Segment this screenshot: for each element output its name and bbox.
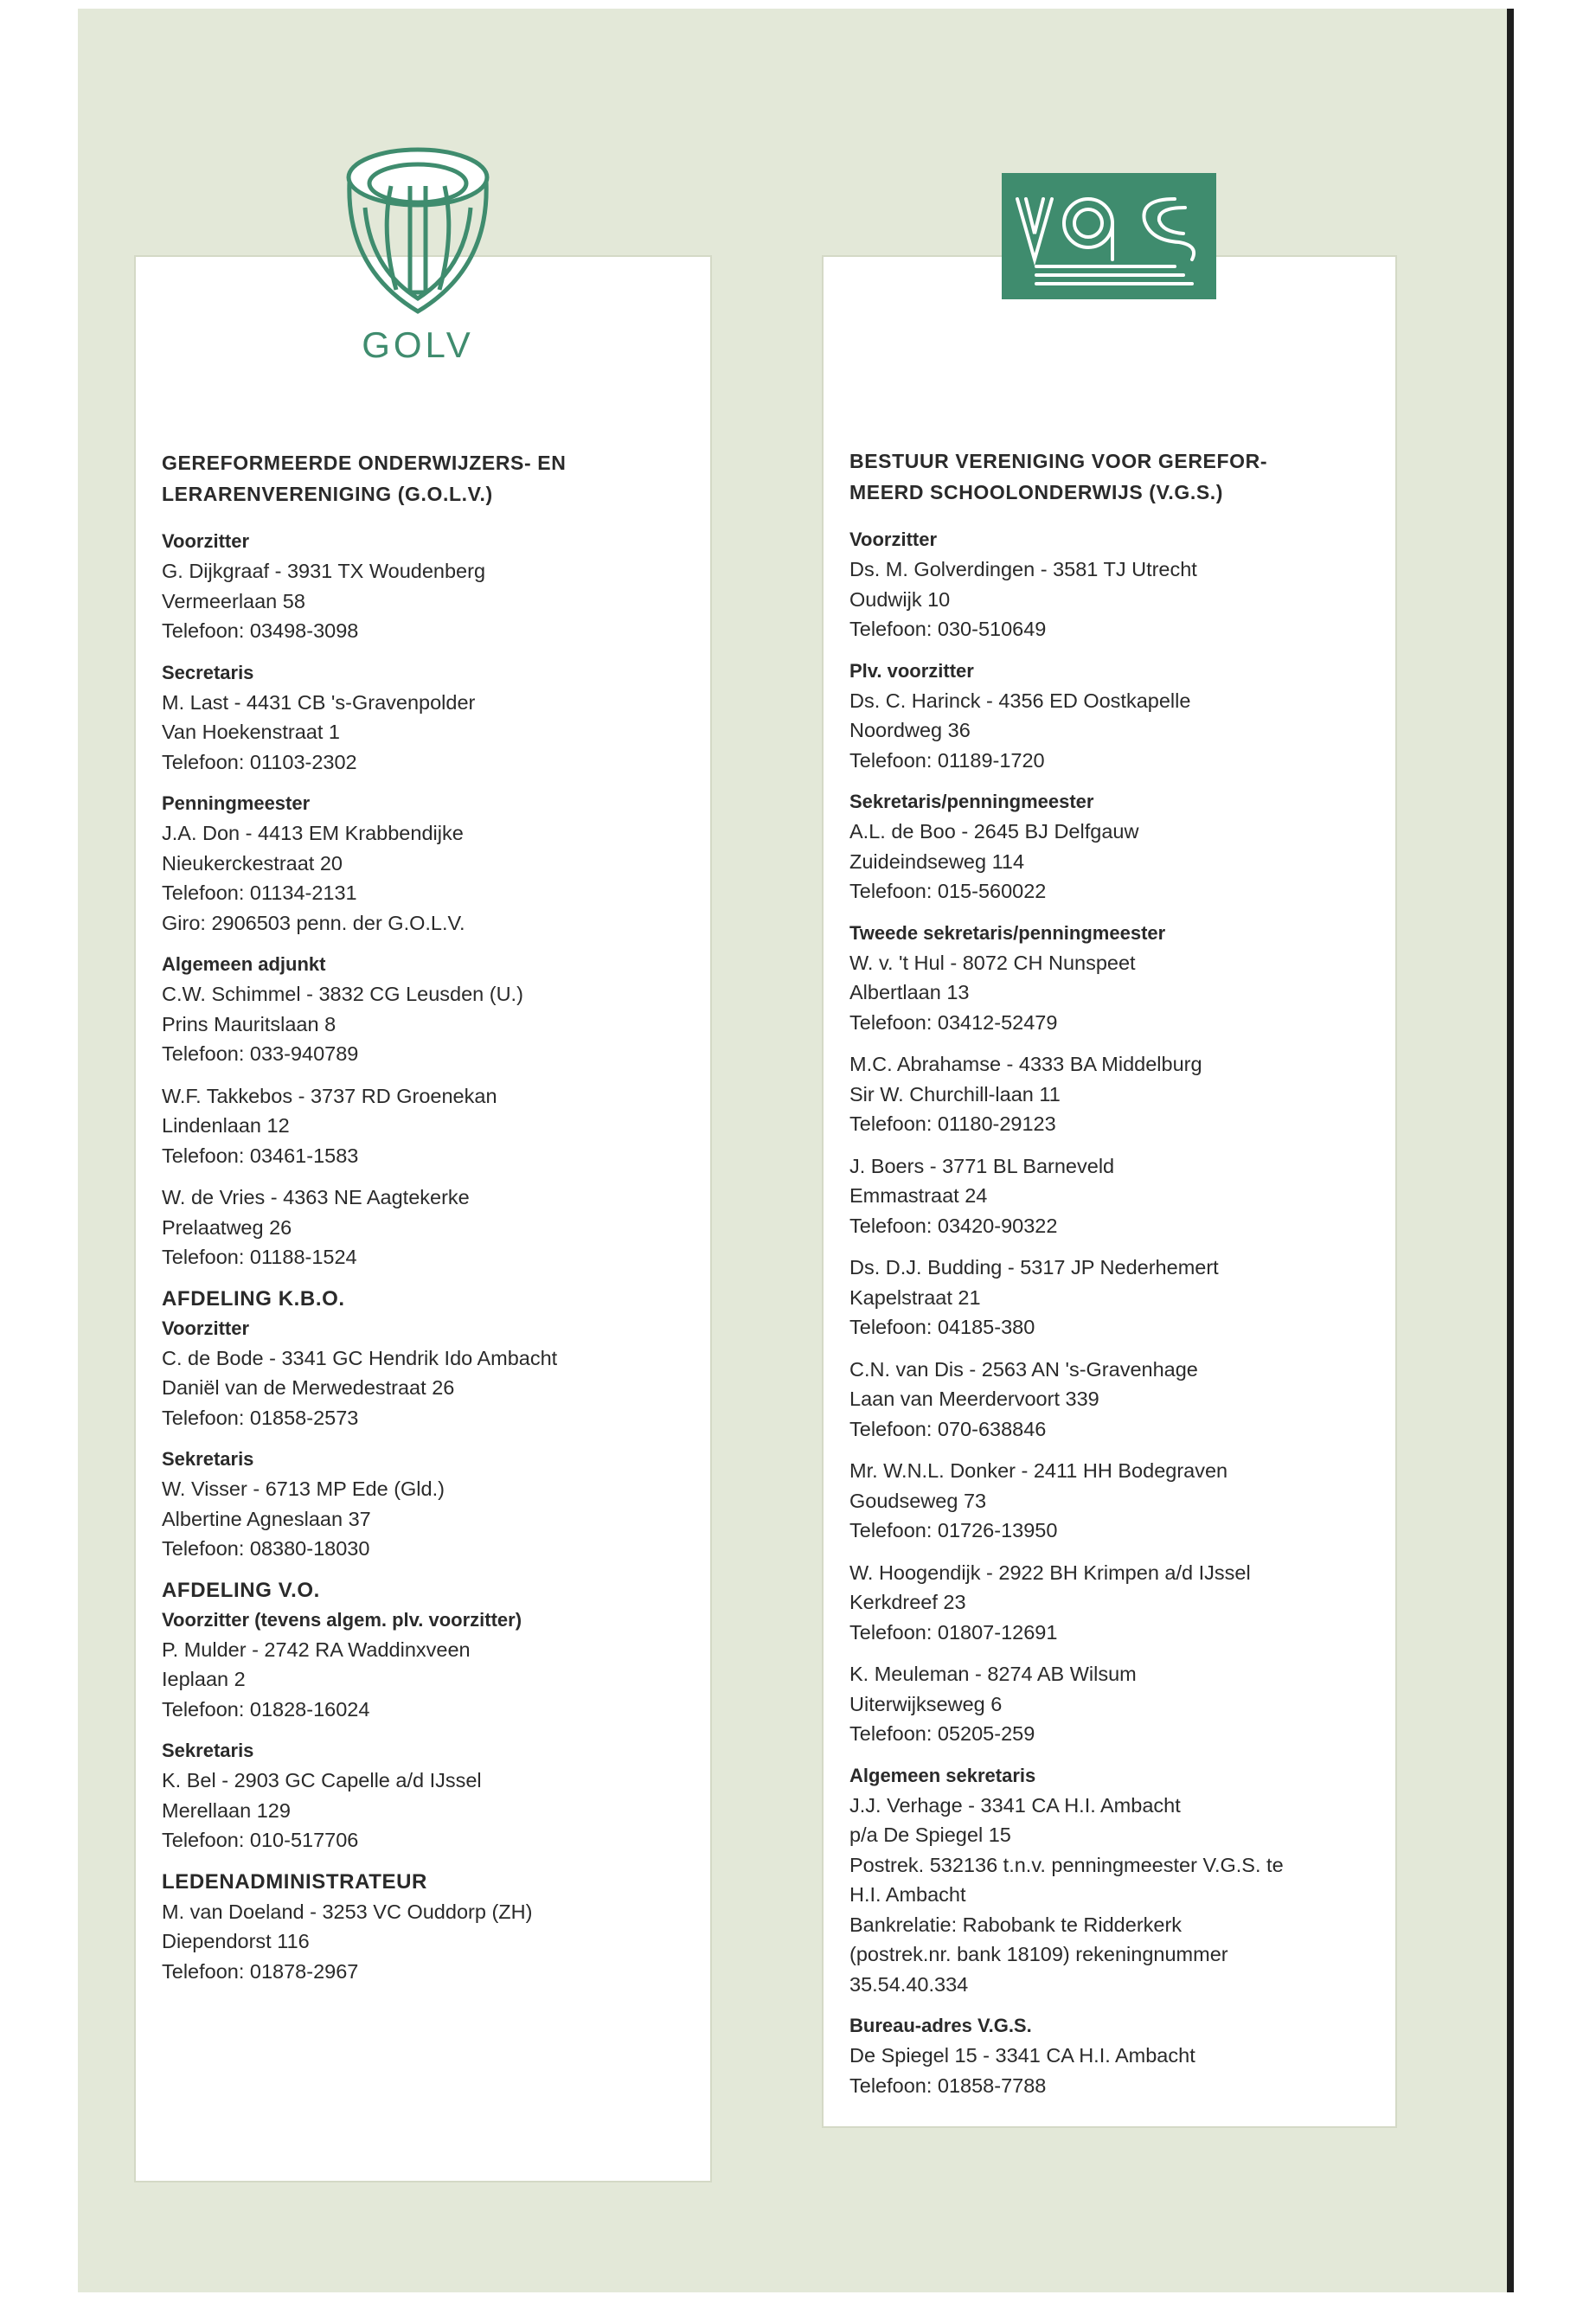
entry-line: Telefoon: 015-560022 — [849, 880, 1047, 902]
entry-line: Telefoon: 070-638846 — [849, 1417, 1047, 1440]
entry-block — [849, 1659, 1378, 1749]
entry-line: Noordweg 36 — [849, 719, 971, 741]
entry-line: W.F. Takkebos - 3737 RD Groenekan — [162, 1084, 497, 1107]
entry-line: Vermeerlaan 58 — [162, 589, 305, 612]
entry-line: Telefoon: 030-510649 — [849, 618, 1047, 640]
entry-line: Telefoon: 01189-1720 — [849, 748, 1045, 772]
entry-line: Telefoon: 01858-2573 — [162, 1406, 359, 1429]
entry-line: J. Boers - 3771 BL Barneveld — [849, 1154, 1115, 1177]
entry-line: Telefoon: 03420-90322 — [849, 1214, 1058, 1237]
entry-line: De Spiegel 15 - 3341 CA H.I. Ambacht — [849, 2044, 1195, 2067]
entry-line: Telefoon: 04185-380 — [849, 1316, 1035, 1338]
entry-block — [162, 527, 693, 646]
entry-line: Van Hoekenstraat 1 — [162, 721, 340, 743]
entry-block — [849, 1761, 1378, 2000]
entry-block — [162, 1445, 693, 1564]
entry-line: Telefoon: 01188-1524 — [162, 1246, 357, 1268]
entry-role-label: Voorzitter — [849, 529, 938, 550]
vgs-logo — [1002, 173, 1216, 299]
entry-line: Laan van Meerdervoort 339 — [849, 1388, 1099, 1410]
vgs-title: BESTUUR VERENIGING VOOR GEREFOR- MEERD SCHOOLONDERWIJS (V.G.S.) — [849, 450, 1268, 503]
entry-line: A.L. de Boo - 2645 BJ Delfgauw — [849, 820, 1139, 843]
entry-line: Ieplaan 2 — [162, 1668, 246, 1690]
page-sheet — [78, 9, 1514, 2292]
entry-role-label: Voorzitter — [162, 1317, 250, 1339]
entry-role-label: Voorzitter (tevens algem. plv. voorzitter) — [162, 1608, 522, 1631]
entry-line: Merellaan 129 — [162, 1798, 291, 1822]
entry-line: M. van Doeland - 3253 VC Ouddorp (ZH) — [162, 1900, 533, 1923]
entry-block — [849, 919, 1378, 1038]
entry-role-label: Algemeen adjunkt — [162, 953, 326, 975]
entry-line: Telefoon: 05205-259 — [849, 1722, 1035, 1745]
entry-line: H.I. Ambacht — [849, 1883, 966, 1906]
entry-line: Telefoon: 03461-1583 — [162, 1144, 359, 1167]
entry-line: Giro: 2906503 penn. der G.O.L.V. — [162, 911, 465, 934]
entry-block — [849, 2011, 1378, 2100]
entry-block — [849, 787, 1378, 907]
entry-block — [849, 1253, 1378, 1343]
ledenadministrateur-lines — [162, 1897, 693, 1987]
entry-line: M. Last - 4431 CB 's-Gravenpolder — [162, 690, 476, 714]
entry-block — [162, 1183, 693, 1272]
golv-logo-text: GOLV — [362, 324, 474, 365]
entry-block — [162, 1314, 693, 1433]
entry-line: Telefoon: 01807-12691 — [849, 1620, 1058, 1644]
entry-line: Mr. W.N.L. Donker - 2411 HH Bodegraven — [849, 1459, 1228, 1482]
entry-line: Telefoon: 01878-2967 — [162, 1959, 359, 1983]
entry-line: p/a De Spiegel 15 — [849, 1823, 1011, 1846]
entry-role-label: Sekretaris — [162, 1448, 254, 1470]
entry-line: Ds. C. Harinck - 4356 ED Oostkapelle — [849, 689, 1191, 712]
entry-line: Telefoon: 03498-3098 — [162, 619, 359, 642]
entry-block — [849, 1558, 1378, 1648]
entry-line: Nieukerckestraat 20 — [162, 851, 343, 875]
entry-block — [162, 789, 693, 938]
entry-role-label: Voorzitter — [162, 530, 250, 552]
entry-line: W. de Vries - 4363 NE Aagtekerke — [162, 1186, 470, 1208]
entry-line: Telefoon: 010-517706 — [162, 1829, 359, 1851]
entry-line: Ds. D.J. Budding - 5317 JP Nederhemert — [849, 1256, 1219, 1279]
entry-line: J.A. Don - 4413 EM Krabbendijke — [162, 822, 464, 844]
entry-line: Uiterwijkseweg 6 — [849, 1692, 1003, 1715]
entry-line: Albertlaan 13 — [849, 981, 970, 1003]
entry-block — [849, 1355, 1378, 1445]
entry-line: Telefoon: 01180-29123 — [849, 1112, 1056, 1135]
entry-role-label: Sekretaris/penningmeester — [849, 791, 1094, 812]
entry-line: Telefoon: 01726-13950 — [849, 1519, 1058, 1541]
entry-line: Telefoon: 033-940789 — [162, 1042, 359, 1065]
entry-line: Emmastraat 24 — [849, 1184, 988, 1207]
entry-role-label: Sekretaris — [162, 1740, 254, 1761]
entry-line: K. Meuleman - 8274 AB Wilsum — [849, 1663, 1137, 1685]
entry-line: Goudseweg 73 — [849, 1489, 987, 1512]
entry-line: Zuideindseweg 114 — [849, 849, 1025, 873]
entry-role-label: Bureau-adres V.G.S. — [849, 2015, 1032, 2036]
entry-block — [849, 1049, 1378, 1139]
entry-line: W. Visser - 6713 MP Ede (Gld.) — [162, 1477, 445, 1500]
afdeling-vo-heading: AFDELING V.O. — [162, 1578, 320, 1602]
entry-line: J.J. Verhage - 3341 CA H.I. Ambacht — [849, 1793, 1181, 1817]
entry-block — [162, 1606, 693, 1725]
afdeling-vo-list — [162, 1606, 693, 1856]
afdeling-kbo-list — [162, 1314, 693, 1564]
vgs-emblem-icon — [1002, 173, 1216, 299]
vgs-card — [822, 255, 1397, 2128]
entry-line: Telefoon: 01828-16024 — [162, 1697, 370, 1721]
entry-line: W. v. 't Hul - 8072 CH Nunspeet — [849, 951, 1136, 974]
entry-block — [849, 1151, 1378, 1241]
entry-block — [162, 950, 693, 1069]
entry-line: P. Mulder - 2742 RA Waddinxveen — [162, 1638, 471, 1661]
entry-line: Postrek. 532136 t.n.v. penningmeester V.G.S. te — [849, 1853, 1284, 1876]
ledenadministrateur-heading: LEDENADMINISTRATEUR — [162, 1869, 427, 1894]
entry-block — [162, 1736, 693, 1856]
entry-line: Telefoon: 01134-2131 — [162, 881, 357, 904]
entry-line: Telefoon: 03412-52479 — [849, 1010, 1058, 1034]
vgs-content — [849, 445, 1378, 2112]
entry-block — [849, 525, 1378, 644]
entry-line: Daniël van de Merwedestraat 26 — [162, 1376, 455, 1399]
entry-role-label: Tweede sekretaris/penningmeester — [849, 921, 1166, 944]
afdeling-kbo-heading: AFDELING K.B.O. — [162, 1286, 345, 1311]
vgs-board-list — [849, 525, 1378, 2100]
entry-line: Bankrelatie: Rabobank te Ridderkerk — [849, 1913, 1183, 1936]
entry-line: Kerkdreef 23 — [849, 1591, 966, 1613]
entry-role-label: Algemeen sekretaris — [849, 1764, 1036, 1786]
entry-line: Prelaatweg 26 — [162, 1215, 292, 1239]
entry-line: G. Dijkgraaf - 3931 TX Woudenberg — [162, 560, 486, 582]
entry-line: Telefoon: 01103-2302 — [162, 750, 357, 773]
entry-block — [162, 658, 693, 778]
entry-line: Ds. M. Golverdingen - 3581 TJ Utrecht — [849, 558, 1197, 580]
entry-line: C.W. Schimmel - 3832 CG Leusden (U.) — [162, 983, 523, 1005]
entry-line: Oudwijk 10 — [849, 587, 951, 611]
entry-role-label: Penningmeester — [162, 792, 311, 814]
golv-board-list — [162, 527, 693, 1272]
entry-line: 35.54.40.334 — [849, 1972, 969, 1996]
golv-card — [134, 255, 712, 2182]
entry-line: (postrek.nr. bank 18109) rekeningnummer — [849, 1943, 1228, 1965]
entry-line: C.N. van Dis - 2563 AN 's-Gravenhage — [849, 1357, 1198, 1381]
entry-line: K. Bel - 2903 GC Capelle a/d IJssel — [162, 1769, 482, 1791]
entry-line: Sir W. Churchill-laan 11 — [849, 1082, 1061, 1106]
entry-line: C. de Bode - 3341 GC Hendrik Ido Ambacht — [162, 1346, 558, 1369]
entry-role-label: Plv. voorzitter — [849, 659, 974, 682]
vgs-logo-text: vgs — [1109, 294, 1111, 295]
entry-line: Albertine Agneslaan 37 — [162, 1507, 371, 1530]
entry-line: Diependorst 116 — [162, 1930, 310, 1952]
golv-emblem-icon — [336, 138, 500, 320]
entry-block — [849, 1456, 1378, 1546]
entry-line: Prins Mauritslaan 8 — [162, 1012, 337, 1035]
golv-content — [162, 447, 693, 1986]
entry-line: W. Hoogendijk - 2922 BH Krimpen a/d IJssel — [849, 1561, 1251, 1584]
entry-line: Telefoon: 01858-7788 — [849, 2073, 1047, 2097]
golv-title: GEREFORMEERDE ONDERWIJZERS- EN LERARENVERENIGING (G.O.L.V.) — [162, 452, 567, 505]
entry-role-label: Secretaris — [162, 661, 254, 683]
entry-block — [162, 1081, 693, 1171]
entry-line: Kapelstraat 21 — [849, 1285, 981, 1309]
entry-line: M.C. Abrahamse - 4333 BA Middelburg — [849, 1053, 1202, 1075]
golv-logo — [336, 138, 500, 398]
entry-line: Telefoon: 08380-18030 — [162, 1537, 370, 1560]
entry-line: Lindenlaan 12 — [162, 1114, 290, 1137]
entry-block — [849, 657, 1378, 776]
